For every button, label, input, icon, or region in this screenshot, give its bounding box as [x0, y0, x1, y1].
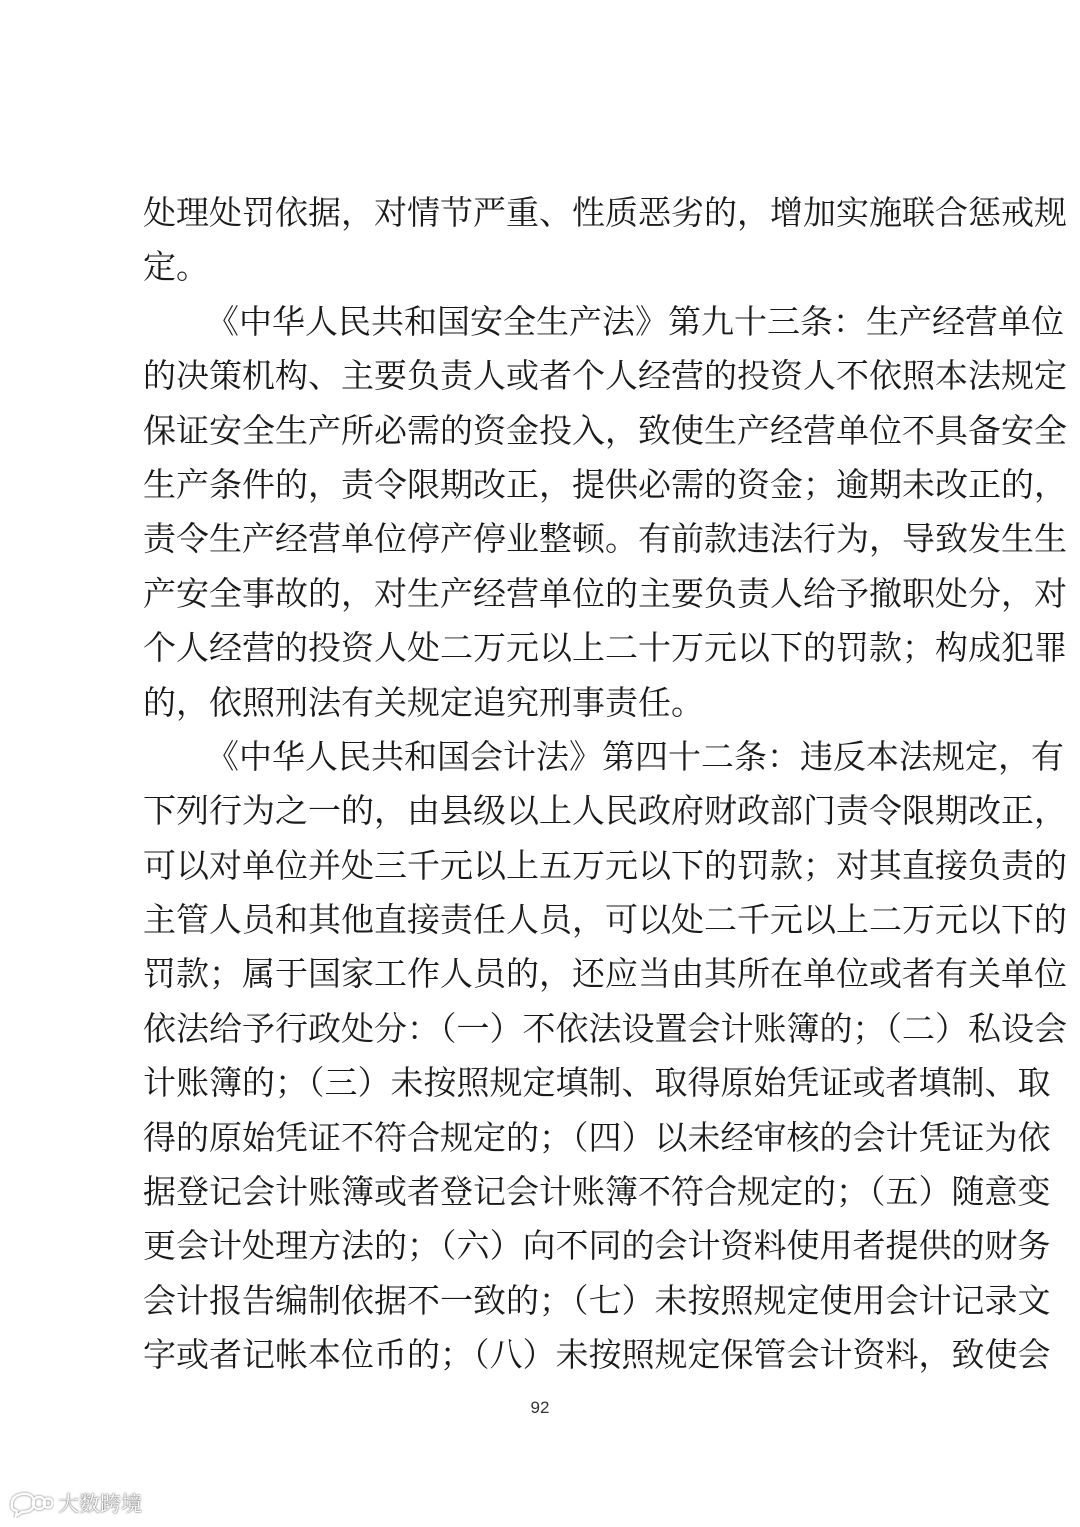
text-line: 依法给予行政处分：（一）不依法设置会计账簿的；（二）私设会 [143, 1008, 1067, 1048]
text-line: 的决策机构、主要负责人或者个人经营的投资人不依照本法规定 [143, 356, 1067, 396]
text-line: 可以对单位并处三千元以上五万元以下的罚款；对其直接负责的 [143, 845, 1067, 885]
text-line: 主管人员和其他直接责任人员，可以处二千元以上二万元以下的 [143, 900, 1067, 940]
chat-bubble-icon [8, 1488, 54, 1518]
text-line: 定。 [143, 247, 209, 287]
text-line: 得的原始凭证不符合规定的；（四）以未经审核的会计凭证为依 [143, 1117, 1051, 1157]
text-line: 罚款；属于国家工作人员的，还应当由其所在单位或者有关单位 [143, 954, 1067, 994]
text-line: 处理处罚依据，对情节严重、性质恶劣的，增加实施联合惩戒规 [143, 193, 1067, 232]
text-line: 产安全事故的，对生产经营单位的主要负责人给予撤职处分，对 [143, 573, 1067, 613]
page-number: 92 [530, 1398, 550, 1417]
text-line: 责令生产经营单位停产停业整顿。有前款违法行为，导致发生生 [143, 519, 1067, 559]
watermark-text: 大数跨境 [58, 1492, 142, 1516]
body-text [143, 186, 1067, 1383]
text-line: 据登记会计账簿或者登记会计账簿不符合规定的；（五）随意变 [143, 1172, 1051, 1212]
text-line: 保证安全生产所必需的资金投入，致使生产经营单位不具备安全 [143, 410, 1067, 450]
text-line: 《中华人民共和国安全生产法》第九十三条：生产经营单位 [206, 301, 1064, 341]
watermark [8, 1483, 142, 1523]
text-line: 计账簿的；（三）未按照规定填制、取得原始凭证或者填制、取 [143, 1063, 1051, 1103]
text-line: 下列行为之一的，由县级以上人民政府财政部门责令限期改正， [143, 791, 1067, 831]
text-line: 生产条件的，责令限期改正，提供必需的资金；逾期未改正的， [143, 464, 1067, 504]
text-line: 更会计处理方法的；（六）向不同的会计资料使用者提供的财务 [143, 1226, 1051, 1266]
text-line: 的，依照刑法有关规定追究刑事责任。 [143, 682, 704, 722]
text-line: 个人经营的投资人处二万元以上二十万元以下的罚款；构成犯罪 [143, 628, 1067, 668]
text-line: 《中华人民共和国会计法》第四十二条：违反本法规定，有 [206, 736, 1064, 776]
text-line: 字或者记帐本位币的；（八）未按照规定保管会计资料，致使会 [143, 1335, 1051, 1375]
text-line: 会计报告编制依据不一致的；（七）未按照规定使用会计记录文 [143, 1280, 1051, 1320]
